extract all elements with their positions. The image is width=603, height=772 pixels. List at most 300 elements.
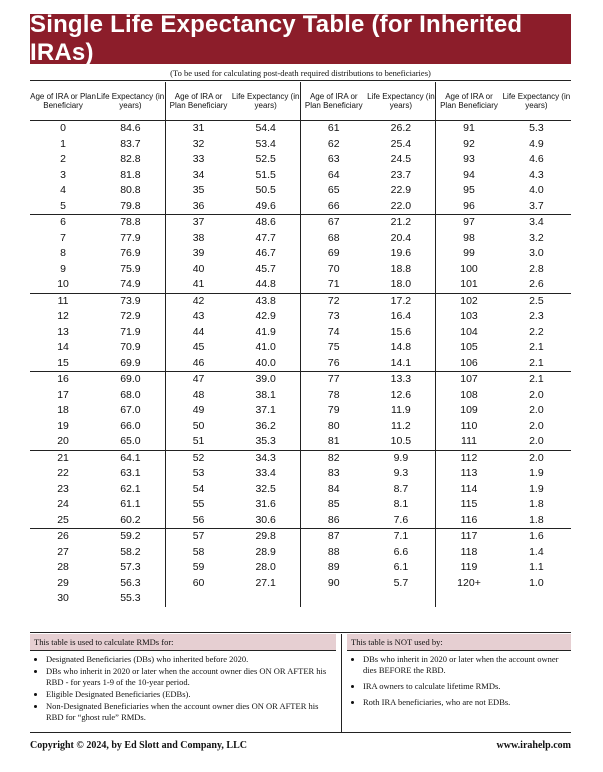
table-row	[30, 293, 571, 309]
expectancy-cell: 1.8	[529, 498, 544, 510]
age-cell: 2	[60, 153, 66, 165]
expectancy-cell: 62.1	[120, 482, 141, 495]
age-cell: 63	[300, 152, 366, 168]
expectancy-cell: 9.3	[393, 467, 409, 479]
expectancy-cell: 14.8	[390, 341, 412, 353]
age-cell: 27	[57, 545, 69, 558]
expectancy-cell: 1.0	[529, 576, 544, 589]
header-expectancy: Life Expectancy (in years)	[367, 82, 436, 121]
table-row	[30, 262, 571, 278]
expectancy-cell: 13.3	[367, 372, 436, 388]
expectancy-cell: 41.9	[255, 325, 276, 338]
list-item: • DBs who inherit in 2020 or later when the account owner dies BEFORE the RBD.	[363, 654, 571, 676]
expectancy-cell: 50.5	[255, 184, 276, 196]
copyright: Copyright © 2024, by Ed Slott and Company, LLC	[30, 740, 247, 751]
expectancy-cell: 20.4	[390, 231, 412, 244]
table-row	[30, 497, 571, 513]
age-cell: 21	[30, 450, 96, 466]
age-cell: 105	[436, 340, 502, 356]
age-cell: 51	[165, 434, 231, 450]
expectancy-cell: 34.3	[231, 450, 300, 466]
not-used-list	[347, 654, 571, 708]
expectancy-cell: 29.8	[231, 529, 300, 545]
age-cell: 95	[436, 183, 502, 199]
age-cell: 79	[300, 403, 366, 419]
age-cell: 112	[436, 450, 502, 466]
age-cell: 9	[60, 262, 66, 275]
used-for-list	[30, 654, 336, 723]
table-row	[30, 137, 571, 153]
table-row	[30, 309, 571, 325]
expectancy-cell: 51.5	[255, 168, 276, 181]
age-cell: 74	[300, 325, 366, 341]
table-row	[30, 340, 571, 356]
age-cell: 78	[300, 388, 366, 404]
table-row	[30, 576, 571, 592]
age-cell: 34	[165, 168, 231, 184]
divider	[30, 632, 571, 633]
list-item: • Roth IRA beneficiaries, who are not EDBs.	[363, 697, 571, 708]
expectancy-cell: 15.6	[390, 325, 412, 338]
age-cell: 107	[436, 372, 502, 388]
expectancy-cell: 64.1	[96, 450, 165, 466]
expectancy-cell: 1.1	[529, 561, 544, 573]
expectancy-cell: 36.2	[255, 419, 276, 432]
expectancy-cell: 55.3	[120, 592, 141, 604]
age-cell: 106	[436, 356, 502, 372]
expectancy-cell: 67.0	[120, 404, 141, 416]
life-expectancy-table	[30, 82, 571, 607]
age-cell: 14	[57, 341, 69, 353]
expectancy-cell: 69.9	[120, 356, 141, 369]
list-item: • Designated Beneficiaries (DBs) who inherited before 2020.	[46, 654, 336, 665]
expectancy-cell: 1.9	[529, 467, 544, 479]
table-row	[30, 560, 571, 576]
age-cell: 117	[436, 529, 502, 545]
age-cell: 38	[165, 231, 231, 247]
website-link[interactable]: www.irahelp.com	[496, 740, 571, 751]
expectancy-cell: 75.9	[120, 262, 141, 275]
expectancy-cell: 42.9	[255, 310, 276, 322]
expectancy-cell: 1.6	[502, 529, 571, 545]
expectancy-cell: 6.1	[393, 561, 409, 573]
table-row	[30, 513, 571, 529]
expectancy-cell: 8.7	[393, 482, 409, 495]
age-cell: 11	[30, 293, 96, 309]
age-cell: 80	[300, 419, 366, 435]
age-cell: 89	[300, 560, 366, 576]
age-cell: 64	[300, 168, 366, 184]
expectancy-cell: 3.0	[529, 247, 544, 259]
expectancy-cell: 74.9	[120, 278, 141, 290]
age-cell: 6	[30, 215, 96, 231]
age-cell: 103	[436, 309, 502, 325]
list-item: • Eligible Designated Beneficiaries (EDBs).	[46, 689, 336, 700]
list-item: • IRA owners to calculate lifetime RMDs.	[363, 681, 571, 692]
expectancy-cell: 1.4	[529, 545, 544, 558]
used-for-heading: This table is used to calculate RMDs for:	[30, 634, 336, 651]
table-row	[30, 591, 571, 607]
table-row	[30, 246, 571, 262]
expectancy-cell: 53.4	[255, 137, 276, 150]
age-cell: 113	[436, 466, 502, 482]
age-cell: 69	[300, 246, 366, 262]
age-cell: 70	[300, 262, 366, 278]
age-cell: 0	[60, 122, 66, 134]
age-cell: 37	[165, 215, 231, 231]
expectancy-cell: 26.2	[390, 122, 412, 134]
expectancy-cell: 39.0	[231, 372, 300, 388]
expectancy-cell: 35.3	[255, 435, 276, 447]
age-cell: 41	[165, 277, 231, 293]
expectancy-cell: 27.1	[255, 576, 276, 589]
age-cell: 118	[436, 545, 502, 561]
expectancy-cell: 18.0	[390, 278, 412, 290]
expectancy-cell: 11.9	[391, 404, 411, 416]
age-cell: 35	[165, 183, 231, 199]
age-cell: 119	[436, 560, 502, 576]
age-cell: 32	[165, 137, 231, 153]
age-cell: 61	[300, 121, 366, 137]
age-cell: 3	[60, 168, 66, 181]
expectancy-cell: 40.0	[255, 356, 276, 369]
table-row	[30, 545, 571, 561]
age-cell: 30	[57, 592, 69, 604]
expectancy-cell: 3.4	[502, 215, 571, 231]
expectancy-cell: 68.0	[120, 388, 141, 401]
table-body	[30, 121, 571, 607]
expectancy-cell: 22.9	[390, 184, 412, 196]
age-cell: 29	[57, 576, 69, 589]
age-cell: 17	[57, 388, 69, 401]
expectancy-cell: 79.8	[120, 199, 141, 212]
expectancy-cell: 76.9	[120, 247, 141, 259]
expectancy-cell: 7.6	[393, 513, 409, 526]
age-cell: 15	[57, 356, 69, 369]
expectancy-cell: 70.9	[120, 341, 141, 353]
expectancy-cell: 78.8	[96, 215, 165, 231]
expectancy-cell: 58.2	[120, 545, 141, 558]
age-cell: 13	[57, 325, 69, 338]
expectancy-cell: 72.9	[120, 310, 141, 322]
expectancy-cell: 23.7	[390, 168, 412, 181]
age-cell: 39	[165, 246, 231, 262]
age-cell: 57	[165, 529, 231, 545]
age-cell: 84	[300, 482, 366, 498]
expectancy-cell: 1.9	[529, 482, 544, 495]
age-cell: 67	[300, 215, 366, 231]
expectancy-cell: 30.6	[255, 513, 276, 526]
age-cell: 26	[30, 529, 96, 545]
table-row	[30, 356, 571, 372]
table-row	[30, 466, 571, 482]
expectancy-cell: 80.8	[120, 184, 141, 196]
expectancy-cell: 2.0	[529, 419, 544, 432]
expectancy-cell: 2.0	[529, 388, 544, 401]
expectancy-cell: 2.0	[502, 450, 571, 466]
expectancy-cell: 31.6	[255, 498, 276, 510]
expectancy-cell: 4.6	[529, 153, 544, 165]
expectancy-cell: 1.8	[529, 513, 544, 526]
expectancy-cell: 4.0	[529, 184, 544, 196]
age-cell: 56	[165, 513, 231, 529]
age-cell: 88	[300, 545, 366, 561]
age-cell: 102	[436, 293, 502, 309]
expectancy-cell: 12.6	[390, 388, 412, 401]
expectancy-cell: 59.2	[96, 529, 165, 545]
expectancy-cell: 57.3	[120, 561, 141, 573]
expectancy-cell: 2.0	[529, 404, 544, 416]
age-cell: 71	[300, 277, 366, 293]
age-cell: 49	[165, 403, 231, 419]
age-cell: 109	[436, 403, 502, 419]
expectancy-cell: 10.5	[390, 435, 412, 447]
age-cell: 96	[436, 199, 502, 215]
expectancy-cell: 17.2	[367, 293, 436, 309]
expectancy-cell: 5.7	[393, 576, 409, 589]
expectancy-cell: 22.0	[390, 199, 412, 212]
age-cell: 98	[436, 231, 502, 247]
expectancy-cell: 41.0	[255, 341, 276, 353]
age-cell: 65	[300, 183, 366, 199]
table-row	[30, 199, 571, 215]
age-cell: 101	[436, 277, 502, 293]
expectancy-cell: 83.7	[120, 137, 141, 150]
expectancy-cell: 56.3	[120, 576, 141, 589]
age-cell: 1	[60, 137, 66, 150]
table-row	[30, 215, 571, 231]
header-expectancy: Life Expectancy (in years)	[502, 82, 571, 121]
expectancy-cell: 69.0	[96, 372, 165, 388]
expectancy-cell: 5.3	[529, 122, 544, 134]
expectancy-cell: 2.8	[529, 262, 544, 275]
expectancy-cell: 44.8	[255, 278, 276, 290]
expectancy-cell: 28.0	[255, 561, 276, 573]
expectancy-cell: 28.9	[255, 545, 276, 558]
age-cell: 73	[300, 309, 366, 325]
expectancy-cell: 7.1	[367, 529, 436, 545]
age-cell: 22	[57, 467, 69, 479]
table-row	[30, 450, 571, 466]
age-cell: 44	[165, 325, 231, 341]
age-cell: 68	[300, 231, 366, 247]
expectancy-cell: 2.6	[529, 278, 544, 290]
expectancy-cell: 33.4	[255, 467, 276, 479]
table-row	[30, 277, 571, 293]
expectancy-cell: 3.2	[529, 231, 544, 244]
age-cell: 100	[436, 262, 502, 278]
expectancy-cell: 2.1	[529, 356, 544, 369]
table-row	[30, 434, 571, 450]
age-cell: 85	[300, 497, 366, 513]
table-row	[30, 183, 571, 199]
expectancy-cell: 65.0	[120, 435, 141, 447]
age-cell: 75	[300, 340, 366, 356]
age-cell: 81	[300, 434, 366, 450]
age-cell: 28	[57, 561, 69, 573]
expectancy-cell: 81.8	[120, 168, 141, 181]
age-cell: 99	[436, 246, 502, 262]
expectancy-cell: 21.2	[367, 215, 436, 231]
expectancy-cell: 2.1	[529, 341, 544, 353]
page-title	[30, 11, 571, 66]
age-cell: 23	[57, 482, 69, 495]
table-row	[30, 529, 571, 545]
expectancy-cell: 84.6	[120, 122, 141, 134]
expectancy-cell: 11.2	[391, 419, 411, 432]
expectancy-cell: 2.5	[502, 293, 571, 309]
age-cell: 93	[436, 152, 502, 168]
age-cell: 31	[165, 121, 231, 137]
expectancy-cell: 52.5	[255, 153, 276, 165]
age-cell: 54	[165, 482, 231, 498]
age-cell: 33	[165, 152, 231, 168]
expectancy-cell: 37.1	[255, 404, 276, 416]
age-cell: 97	[436, 215, 502, 231]
expectancy-cell: 9.9	[367, 450, 436, 466]
age-cell: 59	[165, 560, 231, 576]
expectancy-cell: 24.5	[390, 153, 412, 165]
expectancy-cell: 82.8	[120, 153, 141, 165]
header-age: Age of IRA or Plan Beneficiary	[436, 82, 502, 121]
age-cell: 53	[165, 466, 231, 482]
header-age: Age of IRA or Plan Beneficiary	[300, 82, 366, 121]
expectancy-cell: 66.0	[120, 419, 141, 432]
age-cell: 24	[57, 498, 69, 510]
expectancy-cell	[367, 591, 436, 607]
age-cell: 8	[60, 247, 66, 259]
age-cell	[300, 591, 366, 607]
age-cell: 12	[57, 310, 69, 322]
age-cell: 77	[300, 372, 366, 388]
expectancy-cell: 18.8	[390, 262, 412, 275]
expectancy-cell: 19.6	[390, 247, 412, 259]
divider	[341, 634, 342, 732]
expectancy-cell: 63.1	[120, 467, 141, 479]
age-cell: 92	[436, 137, 502, 153]
expectancy-cell: 3.7	[529, 199, 544, 212]
age-cell: 52	[165, 450, 231, 466]
table-header-row	[30, 82, 571, 121]
age-cell: 62	[300, 137, 366, 153]
expectancy-cell: 2.3	[529, 310, 544, 322]
age-cell: 16	[30, 372, 96, 388]
age-cell: 114	[436, 482, 502, 498]
age-cell: 83	[300, 466, 366, 482]
expectancy-cell: 43.8	[231, 293, 300, 309]
age-cell: 82	[300, 450, 366, 466]
title-text: Single Life Expectancy Table (for Inherited IRAs)	[30, 11, 523, 66]
age-cell: 45	[165, 340, 231, 356]
expectancy-cell: 46.7	[255, 247, 276, 259]
table-row	[30, 121, 571, 137]
table-row	[30, 372, 571, 388]
age-cell: 19	[57, 419, 69, 432]
expectancy-cell: 49.6	[255, 199, 276, 212]
not-used-heading: This table is NOT used by:	[347, 634, 571, 651]
used-for-box	[30, 634, 336, 730]
age-cell: 25	[57, 513, 69, 526]
age-cell: 111	[436, 434, 502, 450]
expectancy-cell: 61.1	[120, 498, 141, 510]
expectancy-cell	[231, 591, 300, 607]
divider	[30, 732, 571, 733]
expectancy-cell: 32.5	[255, 482, 276, 495]
expectancy-cell: 4.3	[529, 168, 544, 181]
age-cell: 104	[436, 325, 502, 341]
table-row	[30, 152, 571, 168]
table-row	[30, 419, 571, 435]
age-cell: 20	[57, 435, 69, 447]
age-cell: 4	[60, 184, 66, 196]
age-cell: 18	[57, 404, 69, 416]
age-cell	[165, 591, 231, 607]
age-cell: 46	[165, 356, 231, 372]
expectancy-cell: 8.1	[393, 498, 409, 510]
list-item: • DBs who inherit in 2020 or later when the account owner dies ON OR AFTER his RBD - for years 1-9 of the 10-year period.	[46, 666, 336, 688]
expectancy-cell	[502, 591, 571, 607]
expectancy-cell: 14.1	[390, 356, 412, 369]
age-cell: 5	[60, 199, 66, 212]
expectancy-cell: 6.6	[393, 545, 409, 558]
table-row	[30, 168, 571, 184]
header-age: Age of IRA or Plan Beneficiary	[165, 82, 231, 121]
expectancy-cell: 4.9	[529, 137, 544, 150]
age-cell: 10	[57, 278, 69, 290]
subtitle: (To be used for calculating post-death required distributions to beneficiaries)	[30, 66, 571, 81]
list-item: • Non-Designated Beneficiaries when the account owner dies ON OR AFTER his RBD for “ghost rule” RMDs.	[46, 701, 336, 723]
age-cell: 115	[436, 497, 502, 513]
expectancy-cell: 48.6	[231, 215, 300, 231]
age-cell: 90	[300, 576, 366, 592]
expectancy-cell: 2.0	[529, 435, 544, 447]
expectancy-cell: 2.1	[502, 372, 571, 388]
expectancy-cell: 73.9	[96, 293, 165, 309]
age-cell: 91	[436, 121, 502, 137]
age-cell: 76	[300, 356, 366, 372]
table-row	[30, 403, 571, 419]
expectancy-cell: 71.9	[120, 325, 141, 338]
age-cell: 48	[165, 388, 231, 404]
age-cell: 110	[436, 419, 502, 435]
header-expectancy: Life Expectancy (in years)	[96, 82, 165, 121]
age-cell: 40	[165, 262, 231, 278]
age-cell: 58	[165, 545, 231, 561]
table-row	[30, 231, 571, 247]
expectancy-cell: 25.4	[390, 137, 412, 150]
age-cell	[436, 591, 502, 607]
age-cell: 42	[165, 293, 231, 309]
age-cell: 86	[300, 513, 366, 529]
not-used-box	[347, 634, 571, 730]
expectancy-cell: 47.7	[255, 231, 276, 244]
age-cell: 43	[165, 309, 231, 325]
expectancy-cell: 45.7	[255, 262, 276, 275]
age-cell: 50	[165, 419, 231, 435]
header-expectancy: Life Expectancy (in years)	[231, 82, 300, 121]
age-cell: 60	[165, 576, 231, 592]
expectancy-cell: 77.9	[120, 231, 141, 244]
table-row	[30, 325, 571, 341]
age-cell: 87	[300, 529, 366, 545]
age-cell: 94	[436, 168, 502, 184]
table-row	[30, 482, 571, 498]
age-cell: 116	[436, 513, 502, 529]
age-cell: 55	[165, 497, 231, 513]
header-age: Age of IRA or Plan Beneficiary	[30, 82, 96, 121]
age-cell: 120+	[436, 576, 502, 592]
expectancy-cell: 60.2	[120, 513, 141, 526]
